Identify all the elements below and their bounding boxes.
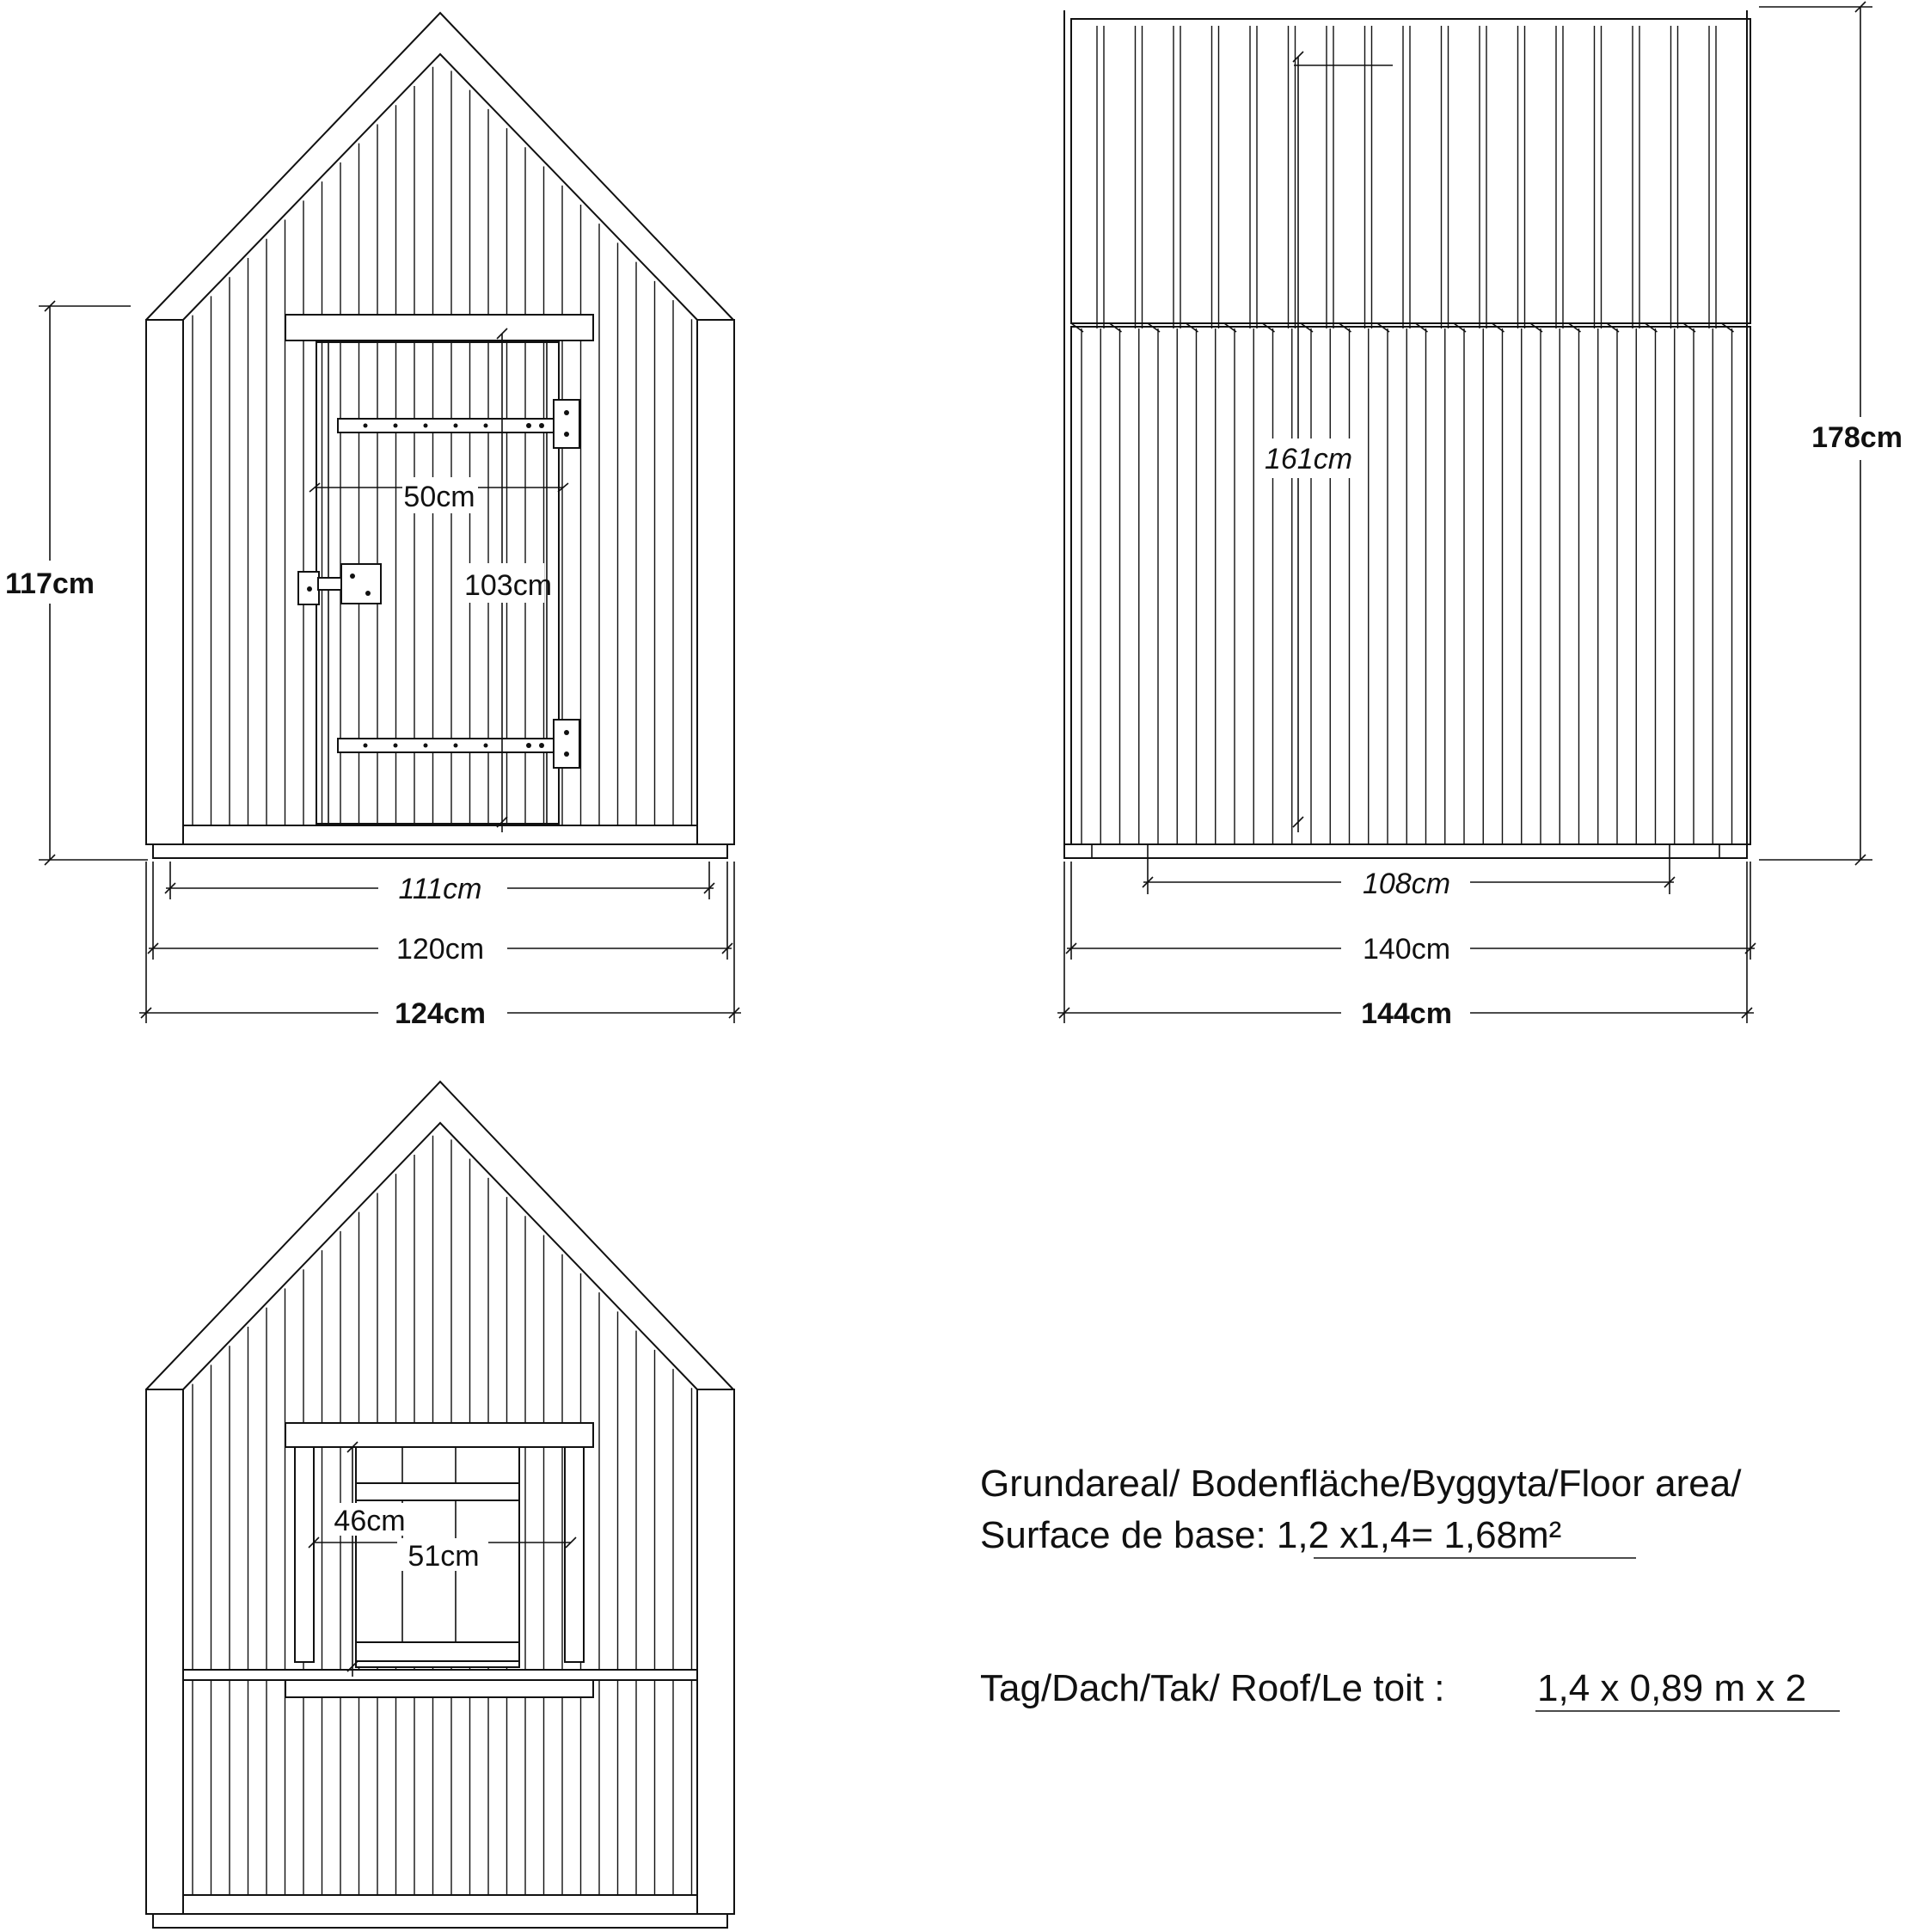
front-base-plank [183,825,697,844]
back-roof-outer [146,1082,733,1389]
front-door-latch [298,564,381,604]
back-right-post [697,1389,734,1914]
dim-window-height: 46cm [334,1505,406,1537]
front-roof-outer [146,13,733,320]
dim-front-inner-width: 111cm [398,873,482,905]
front-left-post [146,320,183,844]
front-roof-inner [183,54,697,320]
floor-area-value: 1,2 x1,4= 1,68m² [1276,1514,1562,1556]
floor-area-label: Grundareal/ Bodenfläche/Byggyta/Floor area/ [980,1463,1742,1505]
dim-side-wall-height: 161cm [1264,443,1353,475]
info-block [980,1463,1840,1711]
back-foundation [153,1914,727,1928]
back-left-post [146,1389,183,1914]
dim-front-height: 117cm [5,567,95,600]
back-roof-inner [183,1123,697,1389]
front-foundation [153,844,727,858]
dim-door-width: 50cm [403,481,475,513]
side-wall [1071,327,1750,844]
front-view [4,13,741,1032]
dim-window-width: 51cm [408,1540,480,1573]
side-wall-boards [1082,328,1732,844]
side-foundation [1064,844,1747,858]
dim-side-total-width: 144cm [1361,997,1452,1030]
svg-text:Surface de base: 1,2 x1,4= 1,6 [980,1514,1561,1556]
dim-side-wall-width: 140cm [1362,933,1451,966]
front-door-lintel [285,315,593,340]
back-view [146,1082,734,1928]
floor-area-label-2: Surface de base: [980,1514,1277,1556]
side-view [1057,2,1912,1032]
front-wall-boards [193,67,692,825]
dim-front-total-width: 124cm [395,997,486,1030]
roof-label: Tag/Dach/Tak/ Roof/Le toit : [980,1667,1445,1709]
dim-front-wall-width: 120cm [395,933,485,966]
dim-side-height: 178cm [1811,421,1903,454]
roof-value: 1,4 x 0,89 m x 2 [1537,1667,1807,1709]
front-right-post [697,320,734,844]
back-base-plank [183,1895,697,1914]
dim-side-inner-width: 108cm [1362,868,1451,900]
side-roof-boards [1071,26,1734,332]
dim-door-height: 103cm [463,569,553,602]
